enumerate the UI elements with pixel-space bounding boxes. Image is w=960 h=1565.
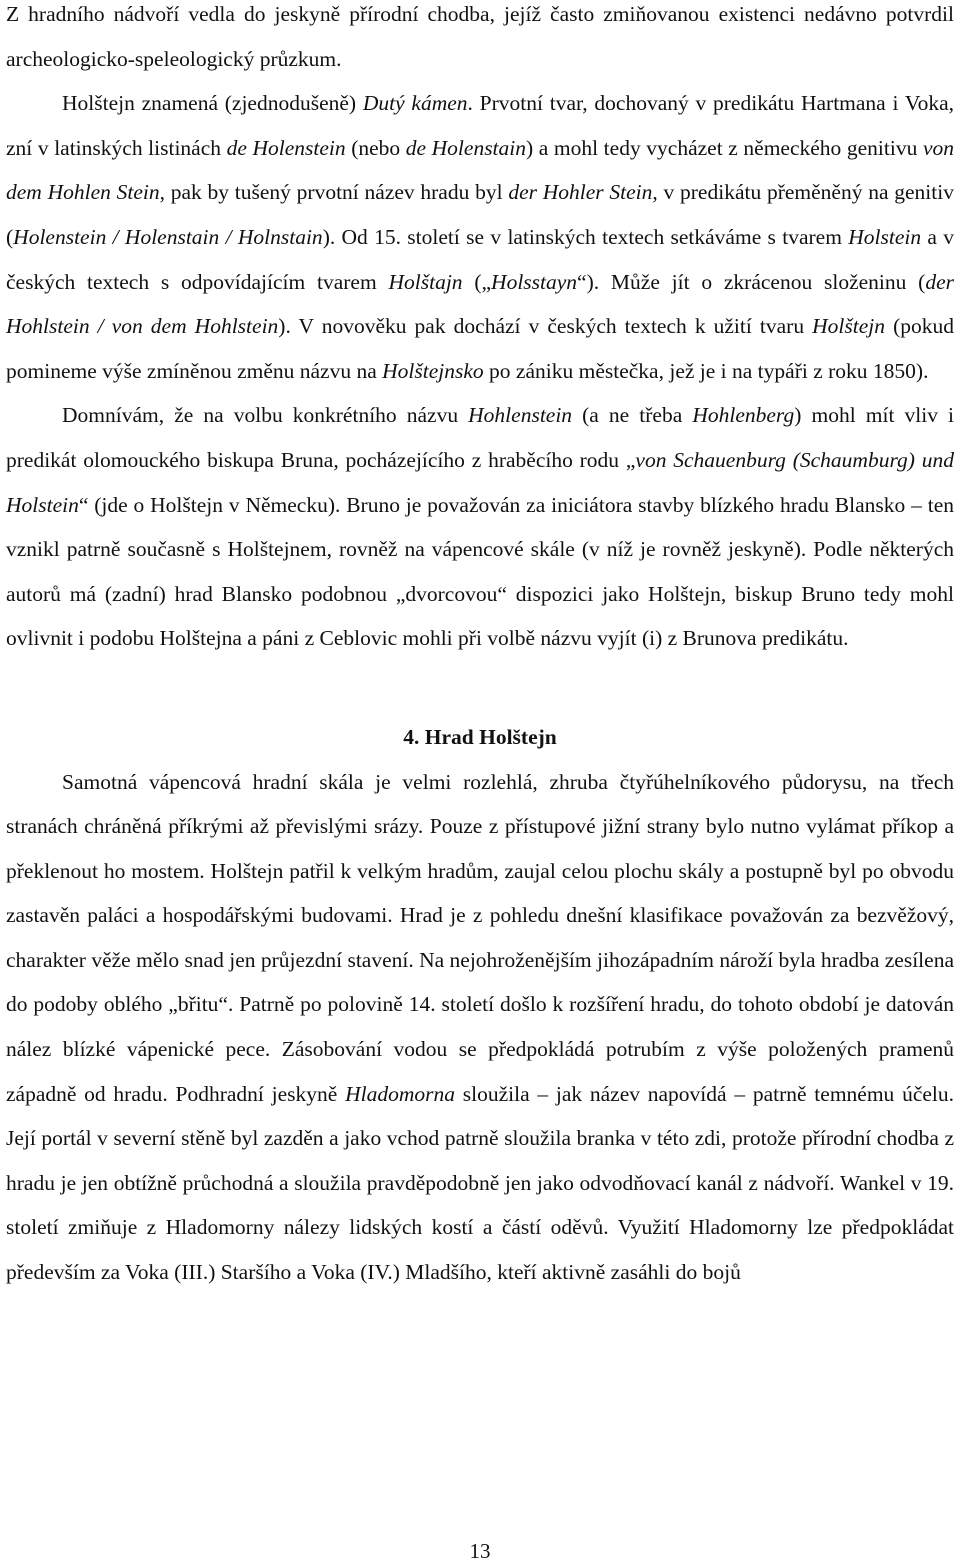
italic-text: Hladomorna <box>345 1081 455 1106</box>
text-run: sloužila – jak název napovídá – patrně temnému účelu. Její portál v severní stěně byl zazděn a jako vchod patrně sloužila branka v této zdi, protože přírodní chodba z hradu je jen obtížně průchodná a sloužila pravděpodobně jen jako odvodňovací kanál z nádvoří. Wankel v 19. století zmiňuje z Hladomorny nálezy lidských kostí a částí oděvů. Využití Hladomorny lze předpokládat především za Voka (III.) Staršího a Voka (IV.) Mladšího, kteří aktivně zasáhli do bojů <box>6 1081 954 1285</box>
text-run: („ <box>462 269 492 294</box>
text-run: “ (jde o Holštejn v Německu). Bruno je považován za iniciátora stavby blízkého hradu Blansko – ten vznikl patrně současně s Holštejnem, rovněž na vápencové skále (v níž je rovněž jeskyně). Podle některých autorů má (zadní) hrad Blansko podobnou „dvorcovou“ dispozici jako Holštejn, biskup Bruno tedy mohl ovlivnit i podobu Holštejna a páni z Ceblovic mohli při volbě názvu vyjít (i) z Brunova predikátu. <box>6 492 954 651</box>
text-run: ) mohl mít vliv i predikát olomouckého biskupa Bruna, pocházejícího z hraběcího rodu „ <box>6 403 955 472</box>
paragraph <box>6 393 954 661</box>
italic-text: Holštejn <box>812 314 886 339</box>
text-run: (nebo <box>345 135 406 160</box>
text-run: a v českých textech s odpovídajícím tvarem <box>6 224 955 294</box>
italic-text: de Holenstain <box>405 135 527 160</box>
text-run: po zániku městečka, jež je i na typáři z roku 1850). <box>483 358 929 383</box>
italic-text: der Hohler Stein <box>508 180 653 205</box>
text-run: Domnívám, že na volbu konkrétního názvu <box>62 403 469 428</box>
italic-text: Holštejnsko <box>382 358 484 383</box>
text-run: Samotná vápencová hradní skála je velmi rozlehlá, zhruba čtyřúhelníkového půdorysu, na třech stranách chráněná příkrými až převislými srázy. Pouze z přístupové jižní strany bylo nutno vylámat příkop a překlenout ho mostem. Holštejn patřil k velkým hradům, zaujal celou plochu skály a postupně byl po obvodu zastavěn paláci a hospodářskými budovami. Hrad je z pohledu dnešní klasifikace považován za bezvěžový, charakter věže mělo snad jen průjezdní stavení. Na nejohroženějším jihozápadním nároží byla hradba zesílena do podoby oblého „břitu“. Patrně po polovině 14. století došlo k rozšíření hradu, do tohoto období je datován nález blízké vápenické pece. Zásobování vodou se předpokládá potrubím z výše položených pramenů západně od hradu. Podhradní jeskyně <box>6 769 954 1106</box>
paragraph <box>6 760 954 1295</box>
body-text-top <box>6 0 954 661</box>
text-run: Z hradního nádvoří vedla do jeskyně přírodní chodba, jejíž často zmiňovanou existenci nedávno potvrdil archeologicko-speleologický průzkum. <box>6 2 954 71</box>
italic-text: Holstein <box>848 224 922 249</box>
text-run: ). Od 15. století se v latinských textech setkáváme s tvarem <box>322 224 849 249</box>
text-run: (pokud pomineme výše zmíněnou změnu názvu na <box>6 314 954 383</box>
section-heading: 4. Hrad Holštejn <box>403 724 557 749</box>
document-page <box>6 0 954 1295</box>
text-run: , v predikátu přeměněný na genitiv ( <box>6 180 954 249</box>
text-run: “). Může jít o zkrácenou složeninu ( <box>577 269 926 294</box>
paragraph <box>6 0 954 81</box>
text-run: ). V novověku pak dochází v českých textech k užití tvaru <box>278 314 813 339</box>
text-run: , pak by tušený prvotní název hradu byl <box>159 180 509 205</box>
italic-text: Hohlenstein <box>468 403 573 428</box>
italic-text: Holštajn <box>388 269 463 294</box>
text-run: . Prvotní tvar, dochovaný v predikátu Hartmana i Voka, zní v latinských listinách <box>6 91 954 160</box>
text-run: Holštejn znamená (zjednodušeně) <box>62 91 363 116</box>
italic-text: von dem Hohlen Stein <box>6 135 954 205</box>
body-text-bottom <box>6 760 954 1295</box>
page-number: 13 <box>469 1539 491 1563</box>
italic-text: der Hohlstein / von dem Hohlstein <box>6 269 954 339</box>
italic-text: Dutý kámen <box>362 91 468 116</box>
paragraph <box>6 81 954 393</box>
text-run: (a ne třeba <box>572 403 693 428</box>
italic-text: Holenstein / Holenstain / Holnstain <box>13 224 323 249</box>
italic-text: de Holenstein <box>226 135 346 160</box>
italic-text: von Schauenburg (Schaumburg) und Holstein <box>6 447 954 517</box>
italic-text: Hohlenberg <box>692 403 795 428</box>
italic-text: Holsstayn <box>491 269 578 294</box>
text-run: ) a mohl tedy vycházet z německého genitivu <box>526 135 923 160</box>
